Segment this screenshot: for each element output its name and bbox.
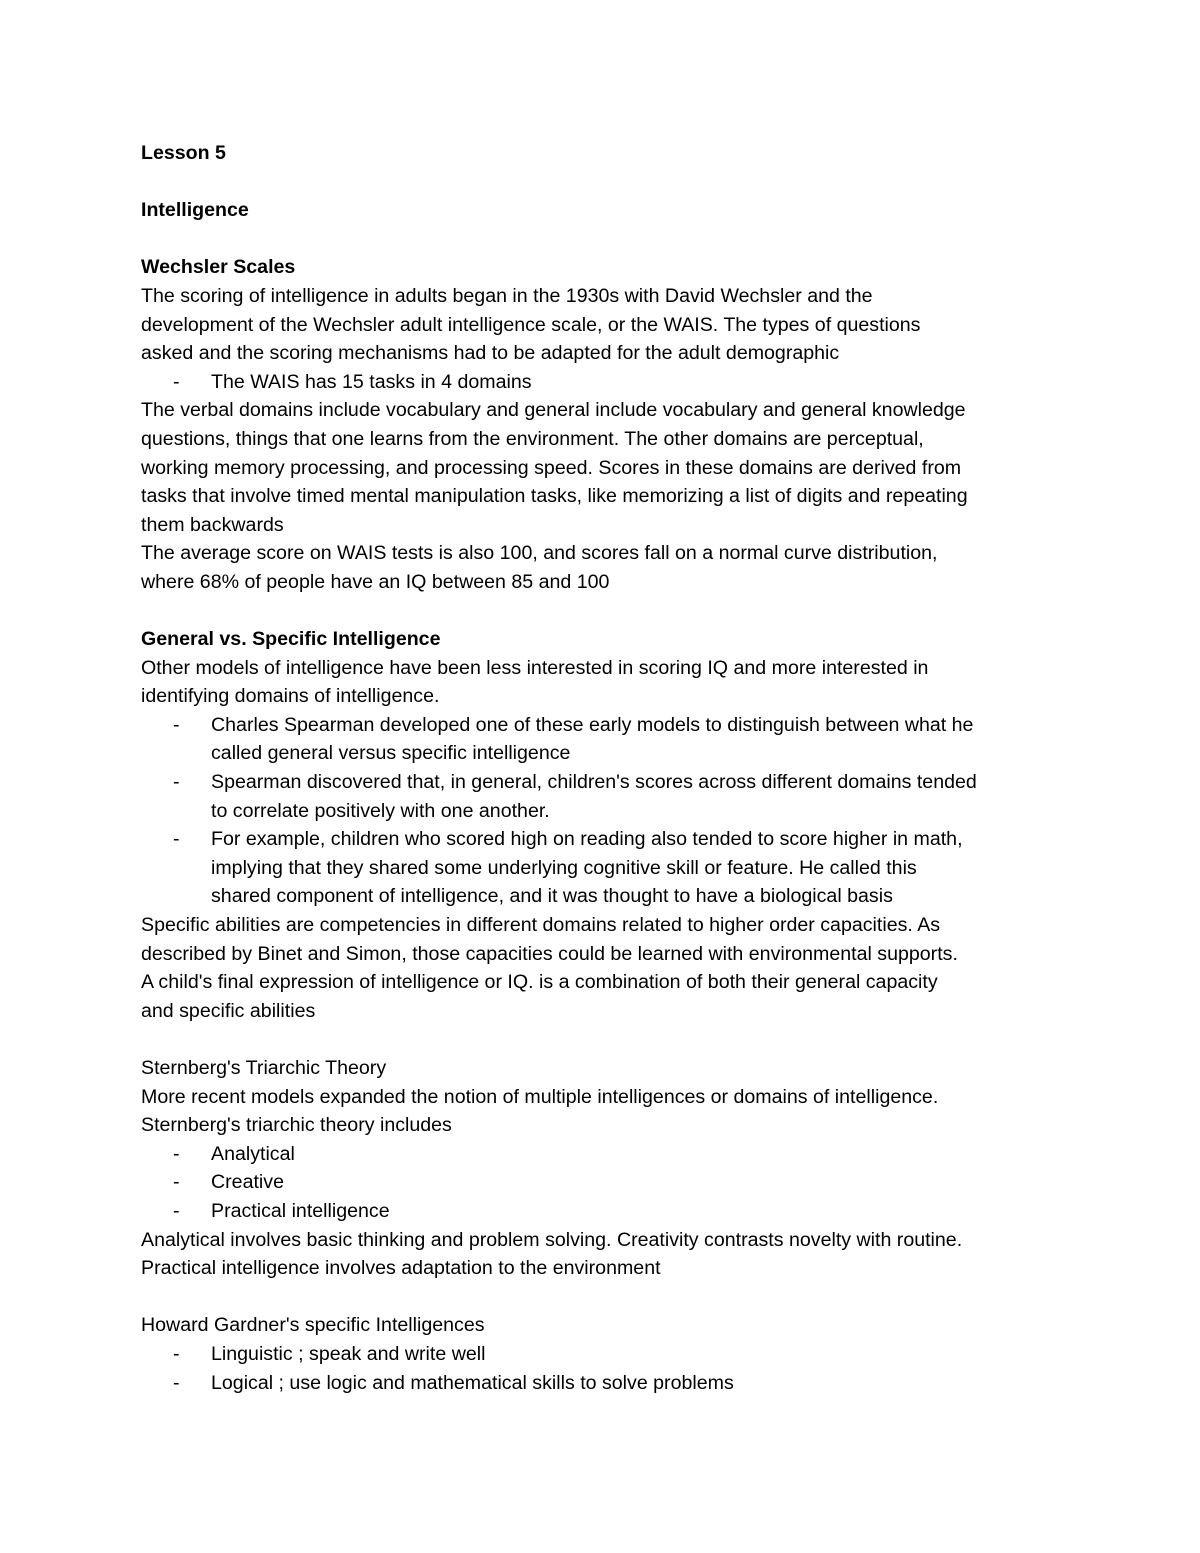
body-paragraph [141,396,1071,539]
body-paragraph [141,1226,1071,1283]
spacer [141,1283,1071,1312]
dash-marker: - [173,1199,180,1222]
list-item [141,825,1071,911]
lesson-title: Lesson 5 [141,142,226,164]
section-heading: Sternberg's Triarchic Theory [141,1057,387,1079]
text-line: The verbal domains include vocabulary and general include vocabulary and general knowledge [141,399,966,422]
section-heading: General vs. Specific Intelligence [141,628,441,651]
list-item [141,711,1071,768]
text-line: implying that they shared some underlying cognitive skill or feature. He called this [211,856,917,879]
spacer [141,597,1071,626]
text-line: described by Binet and Simon, those capacities could be learned with environmental supports. [141,942,958,965]
text-line: shared component of intelligence, and it was thought to have a biological basis [211,885,893,908]
list-item [141,1168,1071,1197]
text-line: More recent models expanded the notion of multiple intelligences or domains of intelligence. [141,1085,939,1108]
text-line: to correlate positively with one another. [211,799,550,822]
list-item [141,368,1071,397]
bullet-list [141,1340,1071,1397]
list-item [141,1197,1071,1226]
dash-marker: - [173,370,180,393]
text-line: For example, children who scored high on reading also tended to score higher in math, [211,828,963,851]
text-line: Spearman discovered that, in general, children's scores across different domains tended [211,771,977,794]
list-item [141,1340,1071,1369]
intro-paragraph [141,1083,1071,1140]
text-line: Logical ; use logic and mathematical skills to solve problems [211,1371,734,1394]
body-paragraph [141,911,1071,1025]
text-line: questions, things that one learns from the environment. The other domains are perceptual, [141,427,924,450]
text-line: Charles Spearman developed one of these early models to distinguish between what he [211,713,974,736]
spacer [141,1025,1071,1054]
section-sternberg [141,1054,1071,1283]
intro-paragraph [141,282,1071,368]
body-paragraph [141,539,1071,596]
bullet-list [141,1140,1071,1226]
text-line: The WAIS has 15 tasks in 4 domains [211,370,532,393]
text-line: A child's final expression of intelligence or IQ. is a combination of both their general capacity [141,971,938,994]
list-item [141,1140,1071,1169]
text-line: tasks that involve timed mental manipulation tasks, like memorizing a list of digits and repeating [141,485,968,508]
text-line: development of the Wechsler adult intelligence scale, or the WAIS. The types of questions [141,313,921,336]
text-line: Other models of intelligence have been less interested in scoring IQ and more interested in [141,656,929,679]
section-heading: Howard Gardner's specific Intelligences [141,1314,485,1337]
text-line: where 68% of people have an IQ between 85 and 100 [141,570,610,593]
dash-marker: - [173,713,180,736]
text-line: and specific abilities [141,999,316,1022]
text-line: Practical intelligence [211,1199,390,1222]
text-line: Analytical [211,1142,295,1165]
dash-marker: - [173,771,180,794]
text-line: them backwards [141,513,284,536]
text-line: called general versus specific intelligence [211,742,571,765]
spacer [141,225,1071,254]
text-line: asked and the scoring mechanisms had to be adapted for the adult demographic [141,342,840,365]
text-line: Creative [211,1171,284,1194]
text-line: Analytical involves basic thinking and problem solving. Creativity contrasts novelty with routine. [141,1228,963,1251]
section-gardner [141,1311,1071,1397]
list-item [141,1369,1071,1398]
dash-marker: - [173,1171,180,1194]
text-line: Practical intelligence involves adaptation to the environment [141,1257,661,1280]
text-line: Sternberg's triarchic theory includes [141,1114,452,1137]
text-line: The scoring of intelligence in adults began in the 1930s with David Wechsler and the [141,284,873,307]
section-heading: Wechsler Scales [141,256,296,279]
dash-marker: - [173,1371,180,1394]
dash-marker: - [173,1142,180,1165]
document-page [141,139,1071,1397]
section-general-specific [141,625,1071,1025]
bullet-list [141,368,1071,397]
dash-marker: - [173,828,180,851]
text-line: working memory processing, and processing speed. Scores in these domains are derived from [141,456,962,479]
section-wechsler [141,253,1071,596]
dash-marker: - [173,1342,180,1365]
text-line: Specific abilities are competencies in different domains related to higher order capacities. As [141,914,941,937]
spacer [141,168,1071,197]
topic-title: Intelligence [141,199,249,222]
text-line: Linguistic ; speak and write well [211,1342,486,1365]
intro-paragraph [141,654,1071,711]
text-line: The average score on WAIS tests is also 100, and scores fall on a normal curve distribution, [141,542,938,565]
bullet-list [141,711,1071,911]
list-item [141,768,1071,825]
text-line: identifying domains of intelligence. [141,685,440,708]
